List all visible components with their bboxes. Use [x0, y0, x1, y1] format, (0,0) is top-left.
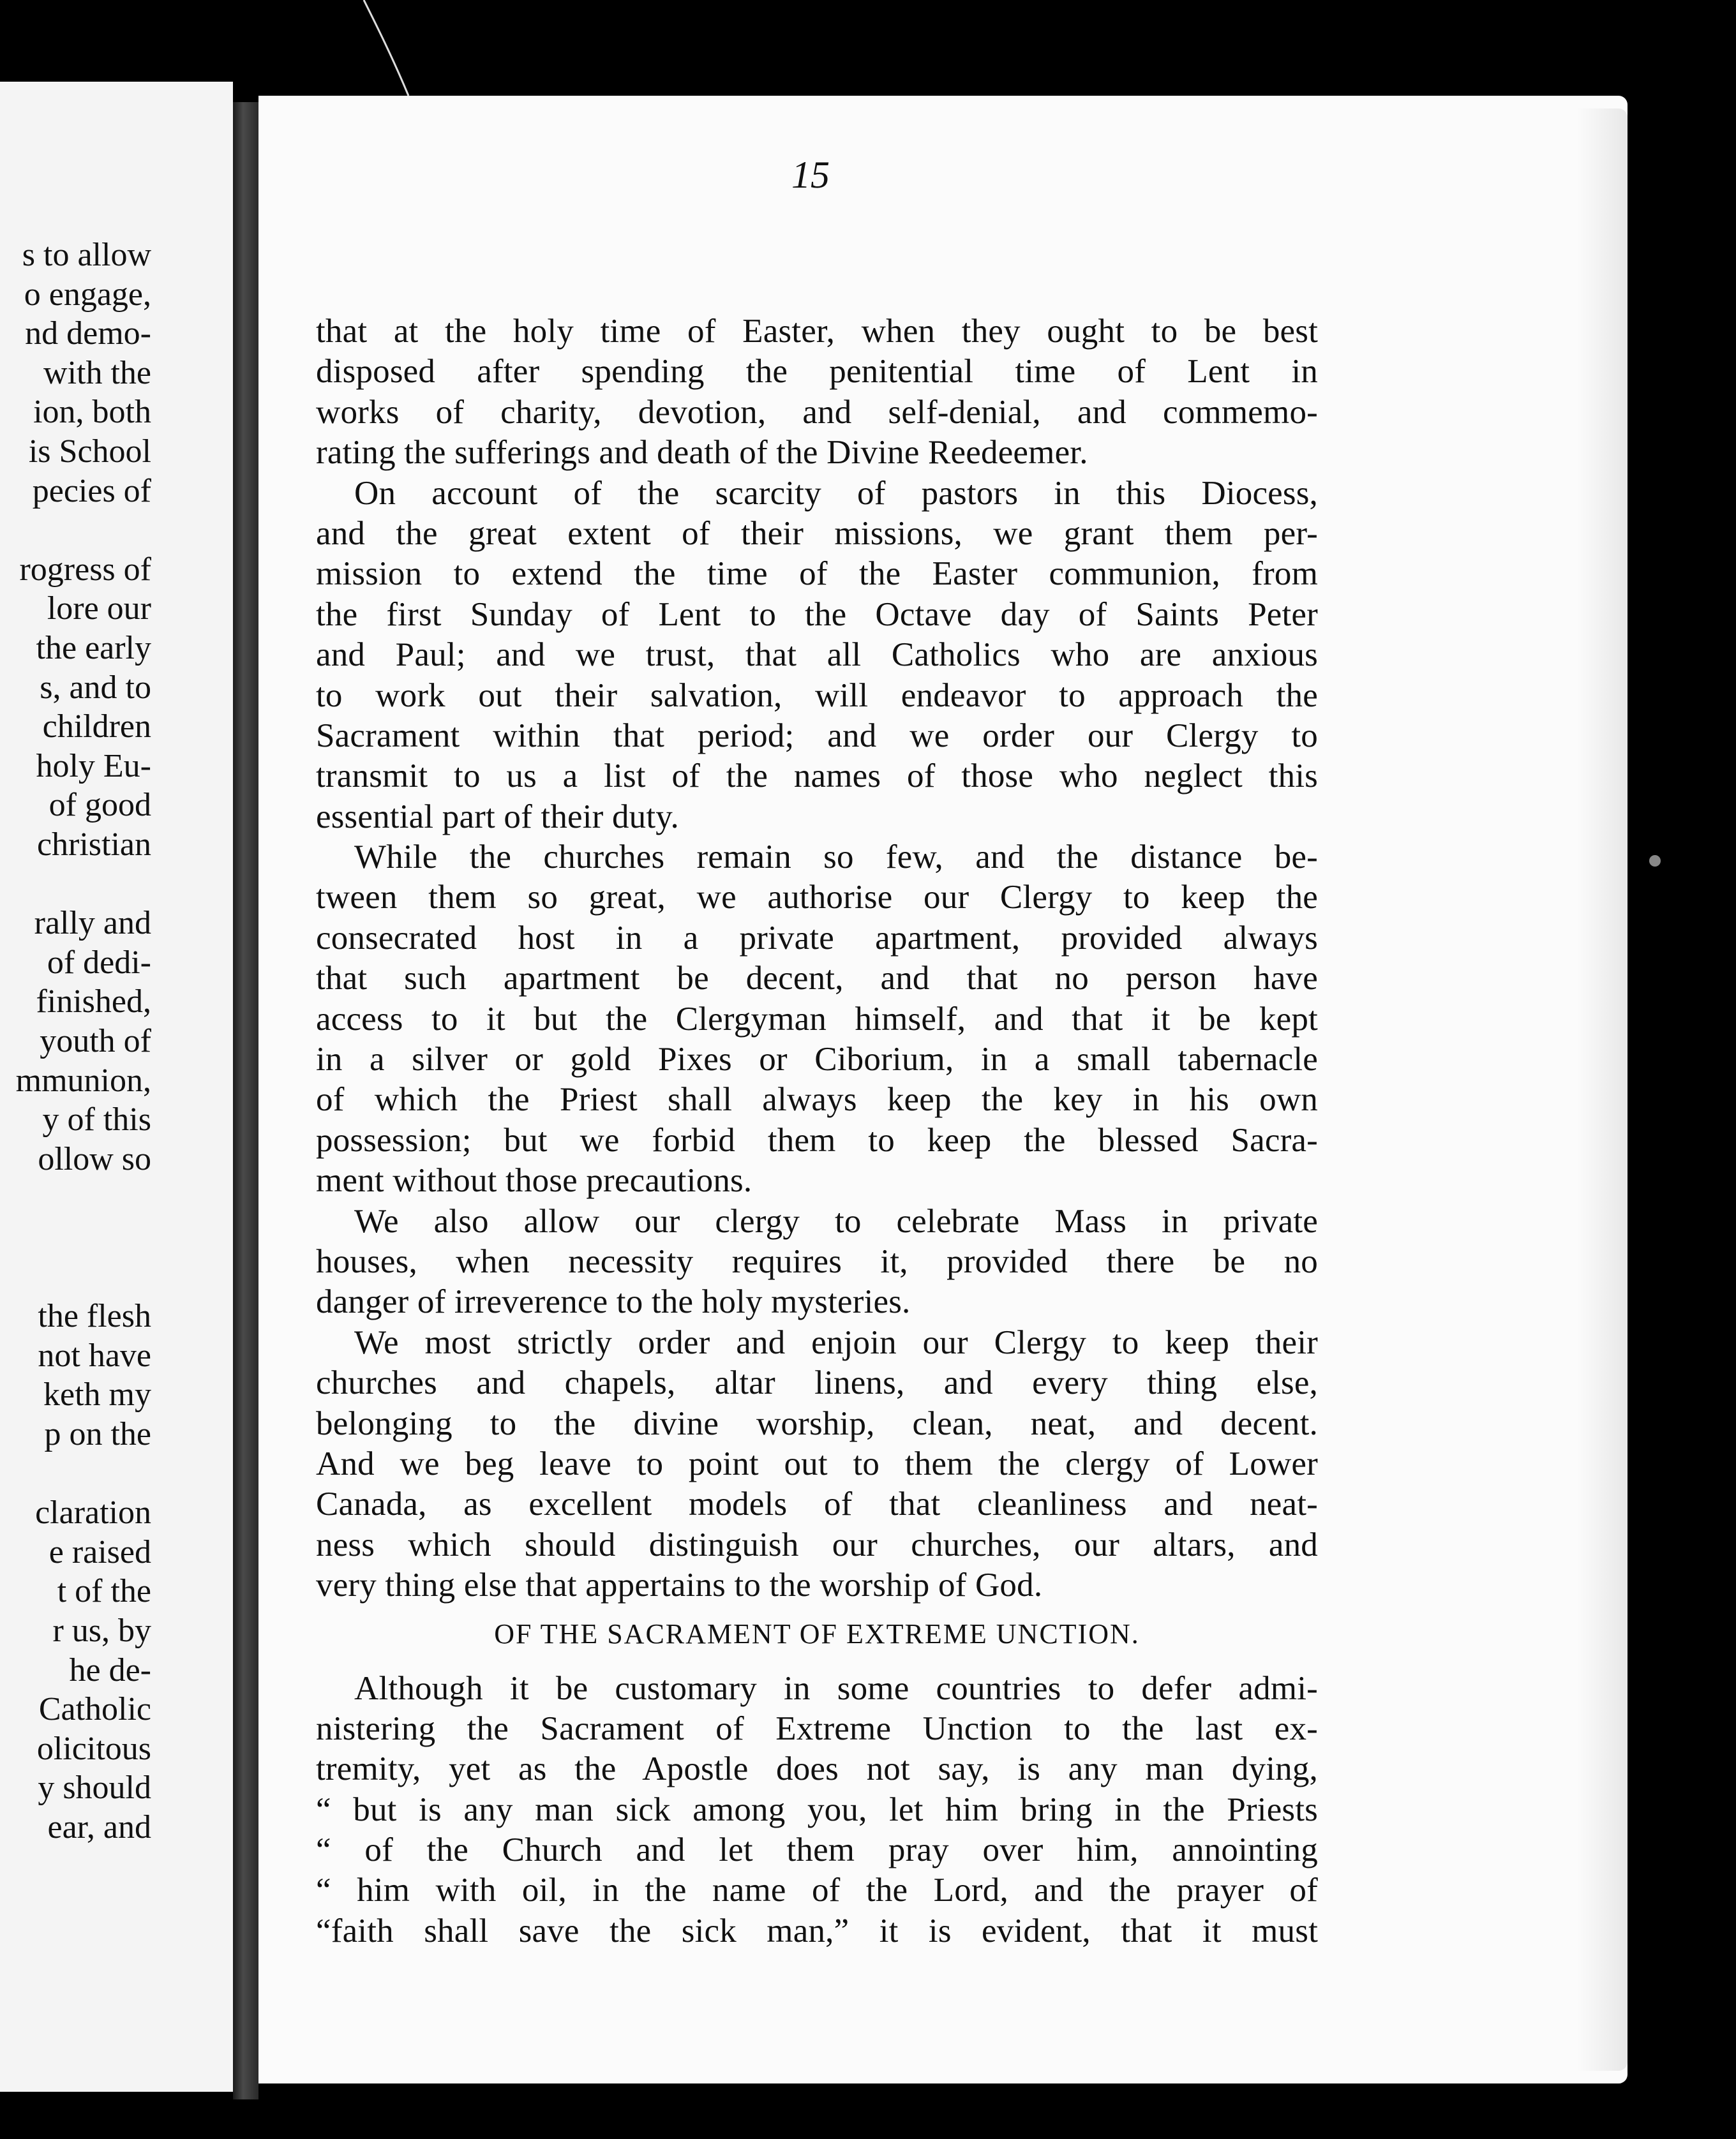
left-page-line: ion, both: [33, 394, 151, 431]
left-page-line: finished,: [36, 983, 151, 1020]
text-line: essential part of their duty.: [316, 798, 680, 835]
text-line: Sacrament within that period; and we order our Clergy to: [316, 717, 1318, 754]
left-page-line: nd demo-: [25, 315, 151, 352]
text-line: tremity, yet as the Apostle does not say, is any man dying,: [316, 1750, 1318, 1788]
left-page-line: y should: [38, 1770, 151, 1807]
left-page-line: t of the: [57, 1573, 151, 1610]
text-line: danger of irreverence to the holy mysteries.: [316, 1283, 911, 1321]
book-gutter: [233, 102, 258, 2099]
section-heading: OF THE SACRAMENT OF EXTREME UNCTION.: [494, 1618, 1140, 1650]
text-line: On account of the scarcity of pastors in this Diocess,: [354, 474, 1318, 512]
text-line: We most strictly order and enjoin our Clergy to keep their: [354, 1323, 1318, 1361]
text-line: tween them so great, we authorise our Clergy to keep the: [316, 879, 1318, 916]
left-page-line: Catholic: [38, 1691, 151, 1728]
text-line: of which the Priest shall always keep the key in his own: [316, 1081, 1318, 1119]
left-page-line: e raised: [49, 1533, 151, 1570]
text-line: very thing else that appertains to the worship of God.: [316, 1567, 1043, 1604]
left-page-line: o engage,: [24, 276, 151, 313]
text-line: belonging to the divine worship, clean, neat, and decent.: [316, 1405, 1318, 1442]
left-page-line: y of this: [42, 1101, 151, 1138]
left-page-line: claration: [35, 1494, 151, 1532]
page-body: [316, 311, 1318, 1951]
left-page-line: r us, by: [52, 1613, 151, 1649]
left-page-line: youth of: [40, 1023, 151, 1059]
left-page-line: he de-: [69, 1651, 151, 1688]
text-line: the first Sunday of Lent to the Octave day of Saints Peter: [316, 595, 1318, 633]
text-line: access to it but the Clergyman himself, and that it be kept: [316, 1000, 1318, 1038]
text-line: Although it be customary in some countries to defer admi-: [354, 1669, 1318, 1707]
left-page-line: not have: [38, 1337, 151, 1374]
page-number: 15: [791, 154, 830, 196]
left-page-line: olicitous: [36, 1730, 151, 1767]
text-line: disposed after spending the penitential time of Lent in: [316, 353, 1318, 391]
left-page-line: mmunion,: [15, 1062, 151, 1099]
text-line: rating the sufferings and death of the Divine Reedeemer.: [316, 434, 1088, 472]
text-line: that at the holy time of Easter, when they ought to be best: [316, 313, 1318, 350]
text-line: mission to extend the time of the Easter communion, from: [316, 555, 1318, 593]
previous-page: [0, 82, 233, 2092]
left-page-line: ollow so: [38, 1140, 151, 1177]
margin-dot: [1649, 855, 1661, 867]
left-page-line: children: [42, 708, 151, 745]
left-page-line: s, and to: [40, 669, 151, 706]
text-line: Canada, as excellent models of that cleanliness and neat-: [316, 1486, 1318, 1523]
text-line: And we beg leave to point out to them the clergy of Lower: [316, 1445, 1318, 1482]
text-line: While the churches remain so few, and the distance be-: [354, 838, 1318, 876]
left-page-line: holy Eu-: [36, 747, 151, 784]
left-page-line: s to allow: [22, 237, 151, 273]
text-line: “ but is any man sick among you, let him bring in the Priests: [316, 1791, 1318, 1828]
left-page-line: of dedi-: [47, 944, 151, 981]
left-page-line: with the: [43, 354, 151, 391]
left-page-line: pecies of: [32, 472, 151, 509]
text-line: to work out their salvation, will endeavor to approach the: [316, 676, 1318, 714]
left-page-line: lore our: [47, 590, 151, 627]
left-page-line: is School: [28, 433, 151, 470]
text-line: “faith shall save the sick man,” it is evident, that it must: [316, 1912, 1318, 1949]
text-line: possession; but we forbid them to keep the blessed Sacra-: [316, 1121, 1318, 1159]
left-page-line: of good: [49, 787, 151, 824]
text-line: “ him with oil, in the name of the Lord, and the prayer of: [316, 1872, 1318, 1909]
text-line: works of charity, devotion, and self-denial, and commemo-: [316, 393, 1318, 431]
text-line: houses, when necessity requires it, provided there be no: [316, 1242, 1318, 1280]
text-line: “ of the Church and let them pray over him, annointing: [316, 1831, 1318, 1869]
left-page-line: p on the: [44, 1416, 151, 1452]
text-line: and Paul; and we trust, that all Catholics who are anxious: [316, 636, 1318, 674]
left-page-line: christian: [36, 826, 151, 863]
left-page-line: rally and: [34, 905, 151, 942]
text-line: consecrated host in a private apartment, provided always: [316, 919, 1318, 957]
text-line: transmit to us a list of the names of those who neglect this: [316, 757, 1318, 795]
left-page-line: rogress of: [19, 551, 151, 588]
text-line: ness which should distinguish our churches, our altars, and: [316, 1526, 1318, 1563]
page-edge-shadow: [1576, 108, 1627, 2071]
text-line: and the great extent of their missions, we grant them per-: [316, 514, 1318, 552]
text-line: We also allow our clergy to celebrate Mass in private: [354, 1202, 1318, 1240]
text-line: in a silver or gold Pixes or Ciborium, in a small tabernacle: [316, 1041, 1318, 1078]
left-page-line: keth my: [43, 1376, 151, 1413]
left-page-line: the early: [36, 630, 151, 666]
text-line: ment without those precautions.: [316, 1162, 752, 1200]
left-page-line: ear, and: [47, 1809, 151, 1845]
left-page-line: the flesh: [38, 1298, 151, 1335]
text-line: that such apartment be decent, and that no person have: [316, 960, 1318, 997]
scratch-mark: [357, 0, 415, 96]
text-line: churches and chapels, altar linens, and every thing else,: [316, 1364, 1318, 1402]
text-line: nistering the Sacrament of Extreme Unction to the last ex-: [316, 1710, 1318, 1747]
